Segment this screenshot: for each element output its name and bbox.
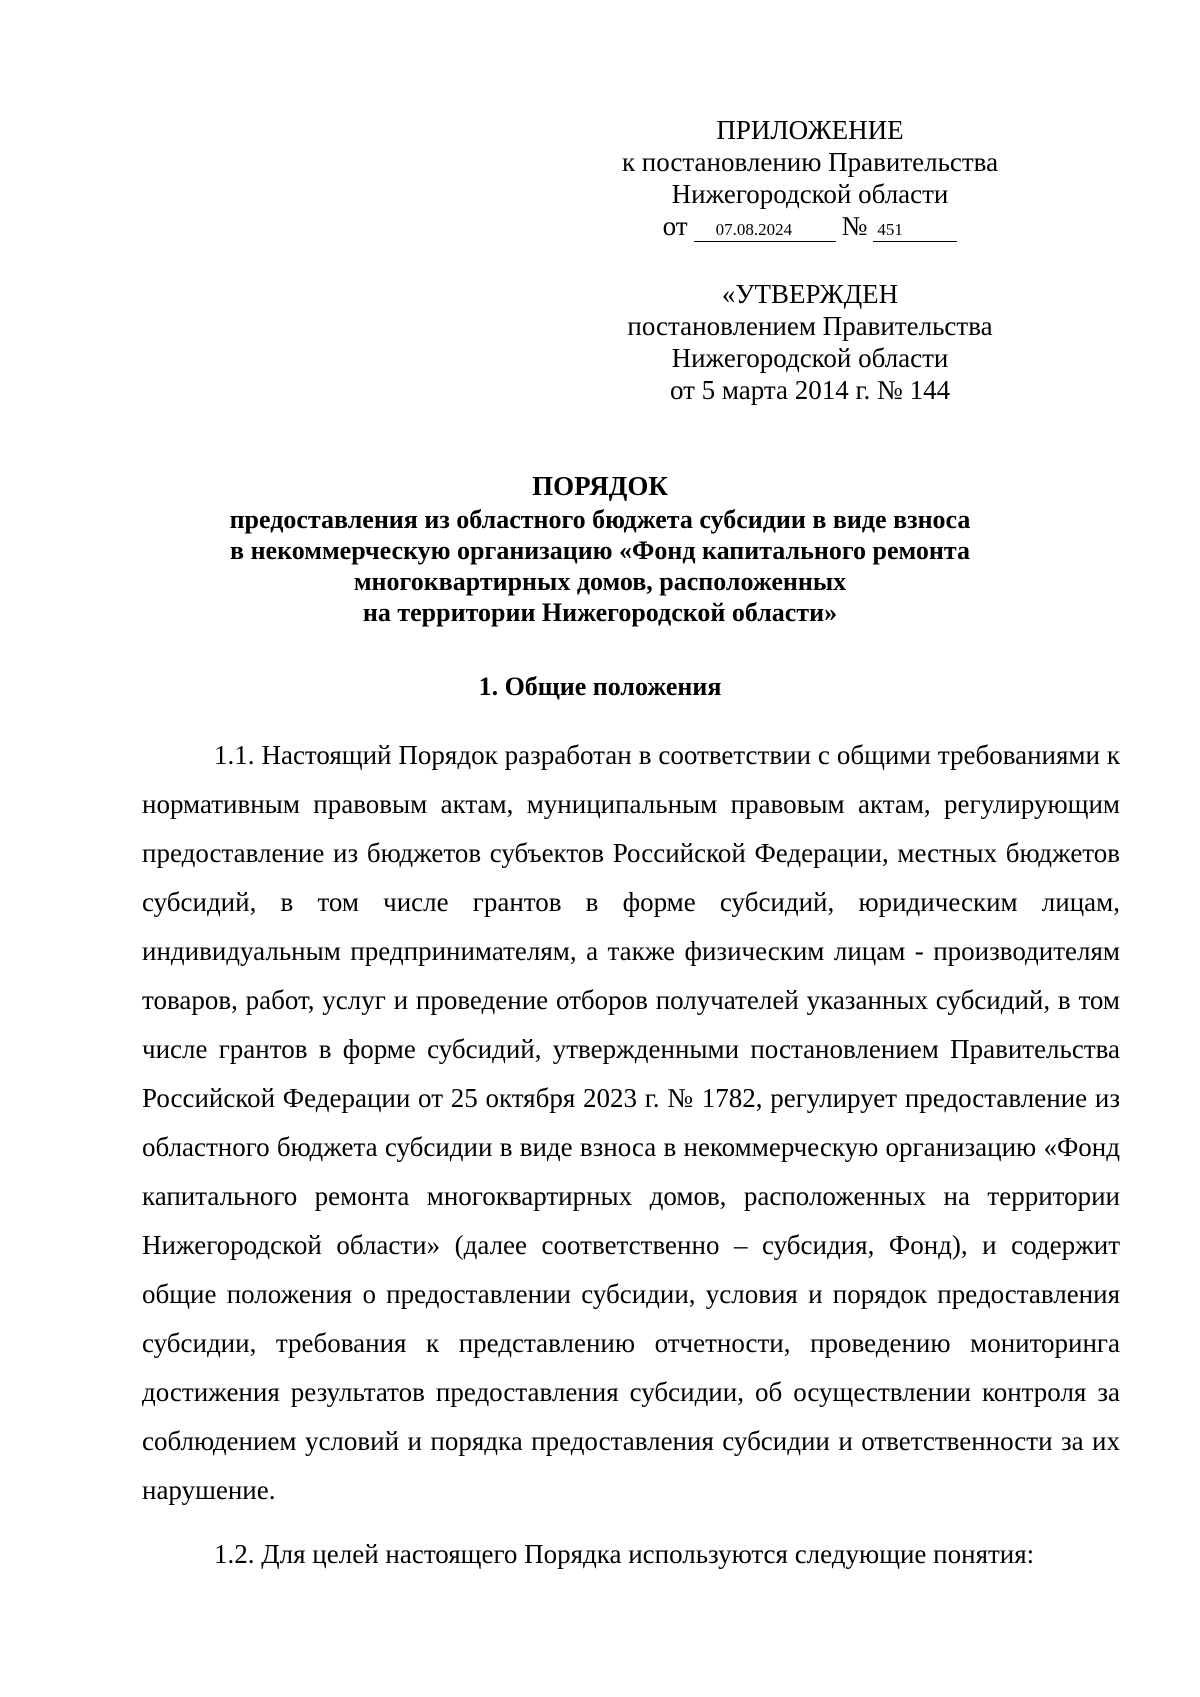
appendix-region: Нижегородской области — [671, 179, 949, 209]
document-title-line-3: многоквартирных домов, расположенных — [353, 567, 847, 596]
section-heading-general: 1. Общие положения — [478, 672, 722, 701]
document-title — [140, 470, 1060, 628]
appendix-resolution-ref: к постановлению Правительства — [621, 147, 999, 177]
document-title-main: ПОРЯДОК — [532, 471, 668, 501]
document-title-line-1: предоставления из областного бюджета субсидии в виде взноса — [229, 505, 971, 534]
approved-region: Нижегородской области — [671, 343, 949, 373]
document-title-line-2: в некоммерческую организацию «Фонд капитального ремонта — [230, 536, 970, 565]
approved-header — [600, 278, 1020, 406]
appendix-header — [600, 114, 1020, 242]
resolution-date-field: 07.08.2024 — [694, 219, 836, 242]
approved-title: «УТВЕРЖДЕН — [721, 279, 899, 309]
approved-date-number: от 5 марта 2014 г. № 144 — [669, 375, 951, 405]
number-sign-label: № — [841, 211, 868, 241]
document-title-line-4: на территории Нижегородской области» — [362, 598, 838, 627]
approved-resolution-ref: постановлением Правительства — [627, 311, 993, 341]
paragraph-1-2: 1.2. Для целей настоящего Порядка используются следующие понятия: — [214, 1539, 1035, 1569]
paragraph-1-1: 1.1. Настоящий Порядок разработан в соответствии с общими требованиями к нормативным правовым актам, муниципальным правовым актам, регулирующим предоставление из бюджетов субъектов Российской Федерации, местных бюджетов субсидий, в том числе грантов в форме субсидий, юридическим лицам, индивидуальным предпринимателям, а также физическим лицам - производителям товаров, работ, услуг и проведение отборов получателей указанных субсидий, в том числе грантов в форме субсидий, утвержденными постановлением Правительства Российской Федерации от 25 октября 2023 г. № 1782, регулирует предоставление из областного бюджета субсидии в виде взноса в некоммерческую организацию «Фонд капитального ремонта многоквартирных домов, расположенных на территории Нижегородской области» (далее соответственно – субсидия, Фонд), и содержит общие положения о предоставлении субсидии, условия и порядок предоставления субсидии, требования к представлению отчетности, проведению мониторинга достижения результатов предоставления субсидии, об осуществлении контроля за соблюдением условий и порядка предоставления субсидии и ответственности за их нарушение. — [142, 740, 1120, 1505]
resolution-number-field: 451 — [873, 219, 957, 242]
appendix-date-number-line — [600, 210, 1020, 242]
date-prefix-label: от — [662, 211, 688, 241]
appendix-title: ПРИЛОЖЕНИЕ — [716, 115, 904, 145]
